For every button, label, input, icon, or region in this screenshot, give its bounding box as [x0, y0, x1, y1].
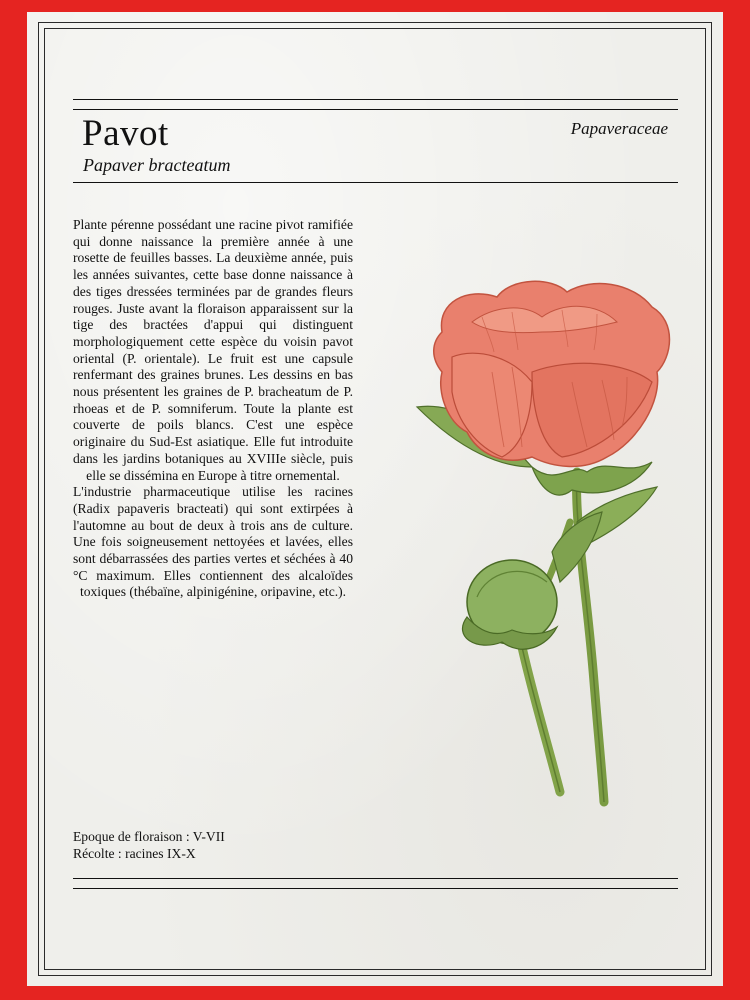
bottom-rule-1	[73, 878, 678, 879]
top-rule-2	[73, 109, 678, 110]
description-paragraph-1: Plante pérenne possédant une racine pivot ramifiée qui donne naissance la première année à une rosette de feuilles basses. La deuxième année, puis les années suivantes, cette base donne naissance à des tiges dressées terminées par de grandes fleurs rouges. Juste avant la floraison apparaissent sur la tige des bractées d'appui qui distinguent morphologiquement cette espèce du voisin pavot oriental (P. orientale). Le fruit est une capsule renfermant des graines brunes. Les dessins en bas nous présentent les graines de P. bracheatum de P. rhoeas et de P. somniferum. Toute la plante est couverte de poils blancs. C'est une espèce originaire du Sud-Est asiatique. Elle fut introduite dans les jardins botaniques au XVIIIe siècle, puis elle se dissémina en Europe à titre ornemental.	[73, 217, 353, 483]
bottom-rule-2	[73, 888, 678, 889]
top-rule-1	[73, 99, 678, 100]
footer-notes	[73, 828, 225, 862]
flowering-period: Epoque de floraison : V-VII	[73, 829, 225, 844]
botanical-sheet	[27, 12, 723, 986]
harvest-period: Récolte : racines IX-X	[73, 846, 196, 861]
bud-stem-outline	[522, 647, 560, 792]
header-rule	[73, 182, 678, 183]
right-bract-leaf	[532, 462, 652, 495]
description	[73, 217, 353, 601]
plant-family: Papaveraceae	[570, 119, 668, 138]
plant-title: Pavot	[82, 113, 169, 154]
poppy-illustration	[382, 262, 692, 822]
latin-name: Papaver bracteatum	[83, 155, 231, 175]
description-paragraph-2: L'industrie pharmaceutique utilise les racines (Radix papaveris bracteati) qui sont extirpées à l'automne au bout de deux à trois ans de culture. Une fois soigneusement nettoyées et lavées, elles sont débarrassées des parties vertes et séchées à 40 °C maximum. Elles contiennent des alcaloïdes toxiques (thébaïne, alpinigénine, oripavine, etc.).	[73, 484, 353, 600]
